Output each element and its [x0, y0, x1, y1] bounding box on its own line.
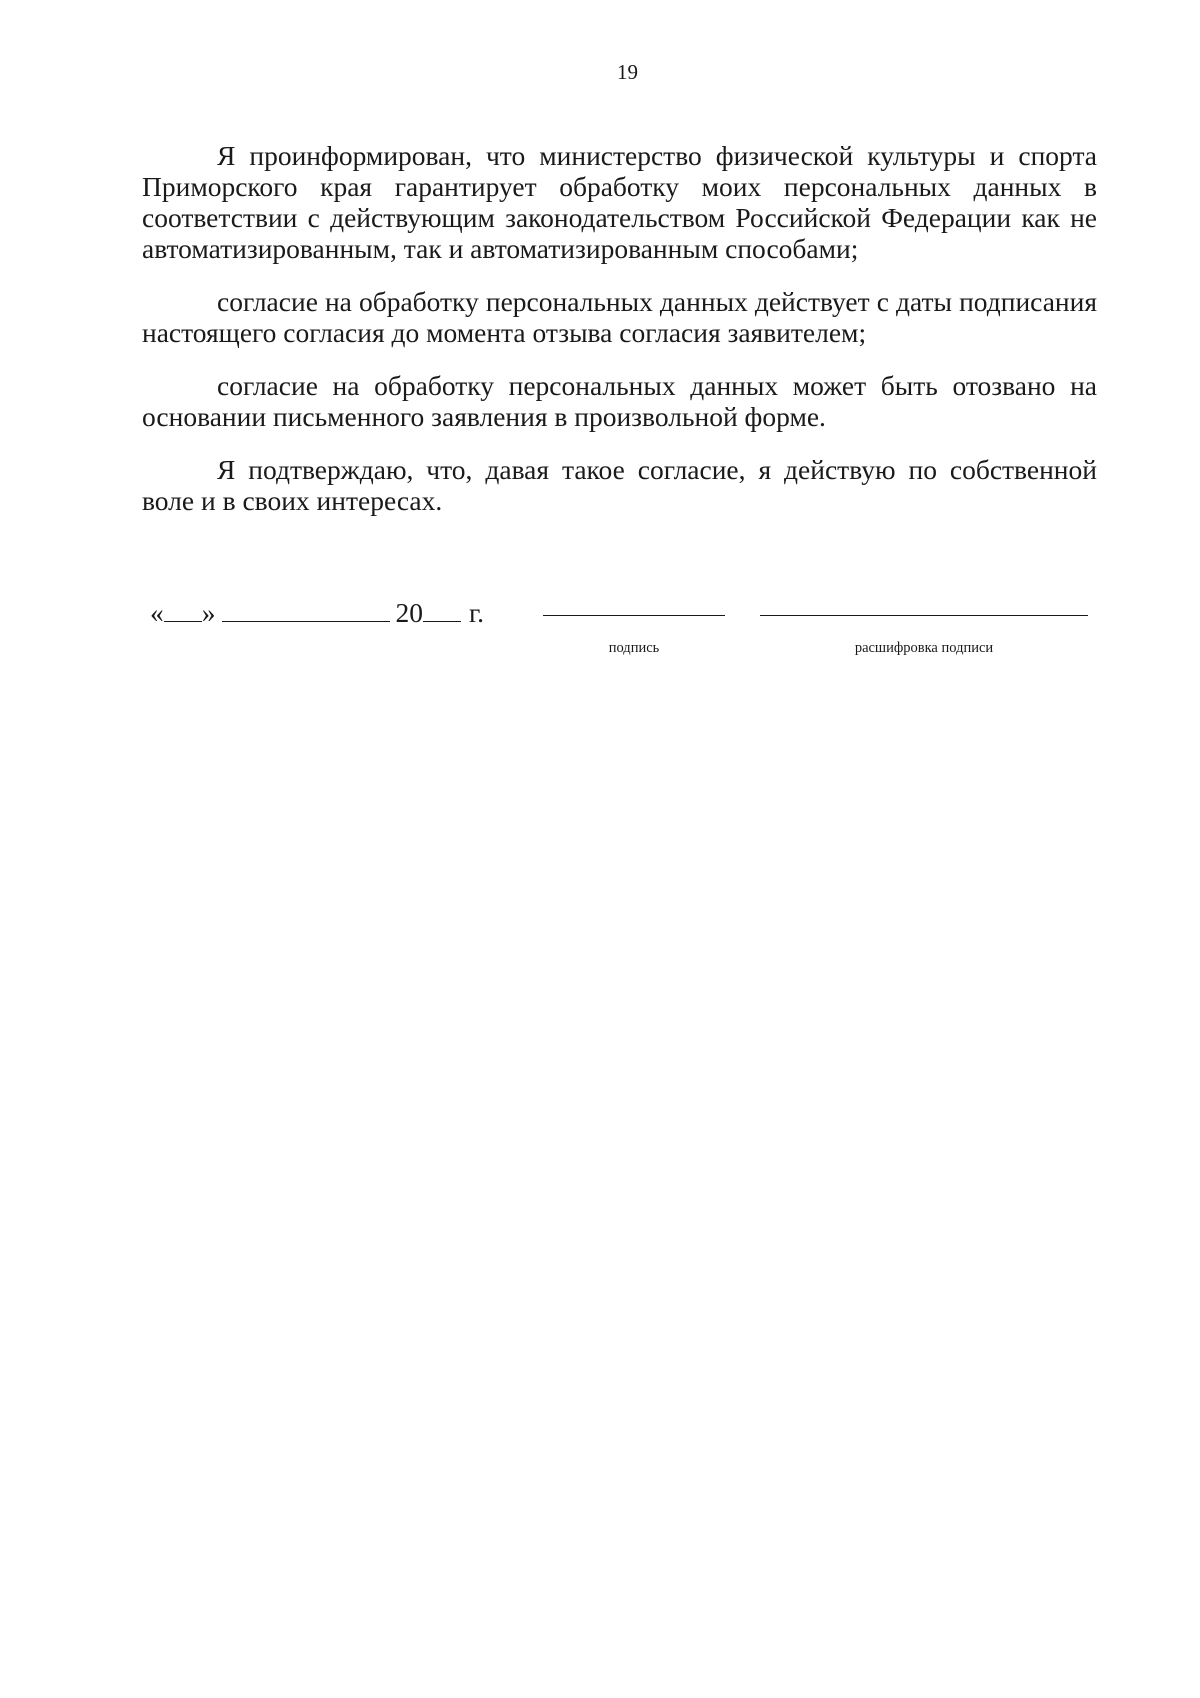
- paragraph-confirmation: Я подтверждаю, что, давая такое согласие, я действую по собственной воле и в своих интересах.: [142, 454, 1097, 516]
- paragraph-validity: согласие на обработку персональных данных действует с даты подписания настоящего согласия до момента отзыва согласия заявителем;: [142, 286, 1097, 348]
- date-field: [150, 597, 484, 629]
- year-prefix: 20: [395, 597, 423, 628]
- signature-transcript-line: [760, 615, 1088, 656]
- year-suffix: г.: [469, 597, 485, 628]
- paragraph-informed: Я проинформирован, что министерство физической культуры и спорта Приморского края гарантирует обработку моих персональных данных в соответствии с действующим законодательством Российской Федерации как не автоматизированным, так и автоматизированным способами;: [142, 140, 1097, 264]
- quote-open: «: [150, 597, 164, 628]
- signature-line: [543, 615, 725, 656]
- paragraph-revocation: согласие на обработку персональных данных может быть отозвано на основании письменного заявления в произвольной форме.: [142, 370, 1097, 432]
- signature-block: [150, 597, 1100, 656]
- page-number: 19: [617, 60, 638, 84]
- year-blank: [423, 597, 461, 622]
- day-blank: [164, 597, 202, 622]
- signature-caption: подпись: [608, 640, 660, 656]
- month-blank: [222, 597, 390, 622]
- signature-transcript-caption: расшифровка подписи: [854, 640, 994, 656]
- consent-text: [142, 140, 1097, 538]
- quote-close: »: [201, 597, 216, 628]
